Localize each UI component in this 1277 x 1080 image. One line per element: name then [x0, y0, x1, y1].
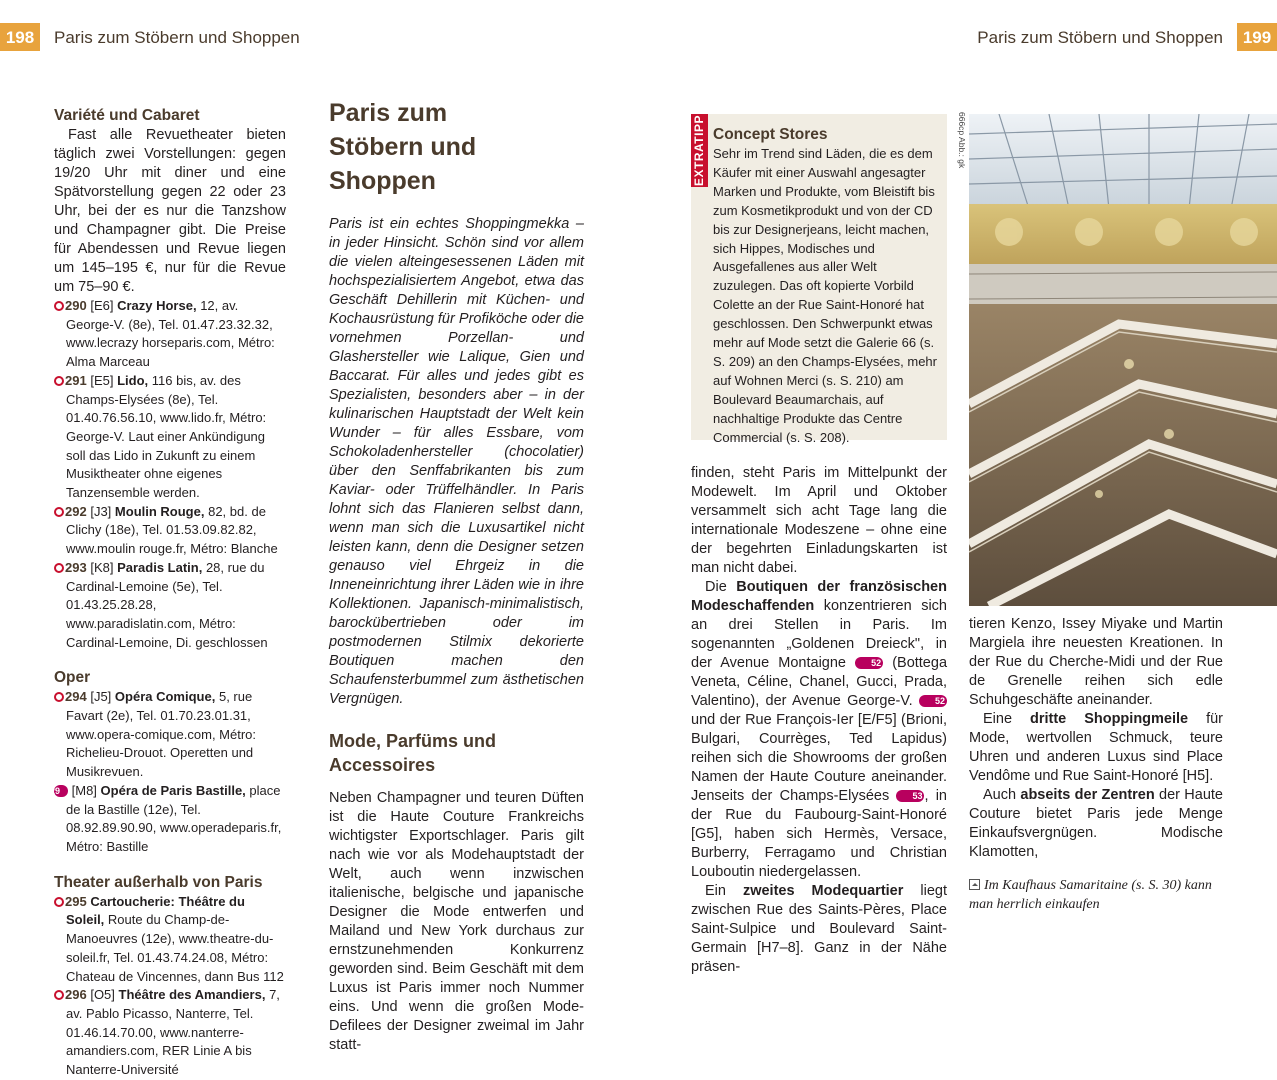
- variete-list: [54, 297, 286, 652]
- box-text: Sehr im Trend sind Läden, die es dem Käufer mit einer Auswahl angesagter Marken und Produkte, vom Bleistift bis zum Kosmetikprodukt und von der CD bis zur Designerjeans, leicht machen, sich Hippes, Modisches und Ausgefallenes aus aller Welt zuzulegen. Das oft kopierte Vorbild Colette an der Rue Saint-Honoré hat geschlossen. Den Schwerpunkt etwas mehr auf Mode setzt die Galerie 66 (s. S. 209) an den Champs-Elysées, mehr auf Wohnen Merci (s. S. 210) am Boulevard Beaumarchais, auf nachhaltige Produkte das Centre Commercial (s. S. 208).: [713, 146, 937, 445]
- running-header-right: Paris zum Stöbern und Shoppen: [977, 28, 1223, 47]
- page-number-left: 198: [0, 23, 40, 51]
- paragraph-designers: tieren Kenzo, Issey Miyake und Martin Margiela ihre neuesten Kreationen. In der Rue du Cherche-Midi und der Rue de Grenelle reihen sich edle Schuhgeschäfte aneinander.: [969, 616, 1223, 708]
- sight-badge-icon: 52: [855, 657, 883, 669]
- list-item: 291 [E5] Lido, 116 bis, av. des Champs-Elysées (8e), Tel. 01.40.76.56.10, www.lido.fr, Métro: George-V. Laut einer Ankündigung soll das Lido in Zukunft zu einem Musiktheater ohne eigenes Tanzensemble werden.: [54, 372, 286, 503]
- section-heading-theater: Theater außerhalb von Paris: [54, 873, 263, 891]
- variete-intro: Fast alle Revuetheater bieten täglich zwei Vorstellungen: gegen 19/20 Uhr mit diner und eine Spätvorstellung gegen 22 oder 23 Uhr, bei der es nur die Tanzshow und Champagner gibt. Die Preise für Abendessen und Revue liegen um 145–195 €, nur für die Revue um 75–90 €.: [54, 127, 286, 295]
- theater-list: [54, 893, 286, 1080]
- venue-marker-icon: [54, 507, 64, 517]
- extratipp-box: [691, 114, 947, 445]
- box-title: Concept Stores: [713, 126, 828, 143]
- sight-badge-icon: 52: [919, 695, 947, 707]
- photo-caption: Im Kaufhaus Samaritaine (s. S. 30) kann man herrlich einkaufen: [969, 878, 1212, 912]
- photo-credit: 666cp Abb.: gk: [957, 112, 967, 169]
- extratipp-tab: EXTRATIPP: [692, 115, 706, 186]
- samaritaine-photo: [969, 114, 1277, 606]
- oper-list: [49, 688, 286, 856]
- sight-badge-icon: 29: [54, 785, 68, 797]
- chapter-title-line1: Paris zum: [329, 99, 448, 127]
- main-article-column: [329, 96, 584, 1055]
- section-heading-oper: Oper: [54, 669, 91, 687]
- article-column-3: [691, 464, 947, 977]
- venue-marker-icon: [54, 301, 64, 311]
- venue-marker-icon: [54, 376, 64, 386]
- paragraph-fashion-week: finden, steht Paris im Mittelpunkt der Modewelt. Im April und Oktober versammelt sich acht Tage lang die internationale Modeszene – ohne eine der begehrten Einladungskarten ist man nicht dabei.: [691, 465, 947, 576]
- list-item: 29 [M8] Opéra de Paris Bastille, place de la Bastille (12e), Tel. 08.92.89.90.90, www.operadeparis.fr, Métro: Bastille: [49, 782, 282, 854]
- chapter-intro: Paris ist ein echtes Shoppingmekka – in jeder Hinsicht. Schön sind vor allem die vielen alteingesessenen Läden mit hochspezialisiertem Angebot, etwa das Geschäft Dehillerin mit Küchen- und Kochausrüstung für Profiköche oder die vornehmen Porzellan- und Glashersteller wie Lalique, Gien und Baccarat. Für alles und jedes gibt es Spezialisten, besonders aber – in der kulinarischen Hauptstadt der Welt kein Wunder – für alles Essbare, vom Schokoladenhersteller (chocolatier) über den Senffabrikanten bis zum Kaviar- oder Trüffelhändler. In Paris lohnt sich das Flanieren selbst dann, wenn man sich die Luxusartikel nicht leisten kann, denn die Designer setzen genauso viel Ehrgeiz in die Inneneinrichtung ihrer Läden wie in ihre Kollektionen. Japanisch-minimalistisch, barockübertrieben oder im postmodernen Stilmix dekorierte Boutiquen machen den Schaufensterbummel zum ästhetischen Vergnügen.: [329, 216, 584, 707]
- paragraph-third-mile: Eine dritte Shoppingmeile für Mode, wertvollen Schmuck, teure Uhren und anderen Luxus sind Place Vendôme und Rue Saint-Honoré [H5].: [969, 711, 1224, 784]
- list-item: 293 [K8] Paradis Latin, 28, rue du Cardinal-Lemoine (5e), Tel. 01.43.25.28.28, www.paradislatin.com, Métro: Cardinal-Lemoine, Di. geschlossen: [54, 559, 286, 653]
- list-item: 292 [J3] Moulin Rouge, 82, bd. de Clichy (18e), Tel. 01.53.09.82.82, www.moulin rouge.fr, Métro: Blanche: [54, 503, 286, 559]
- venue-marker-icon: [54, 692, 64, 702]
- mode-paragraph: Neben Champagner und teuren Düften ist die Haute Couture Frankreichs wichtigster Exportschlager. Paris gilt nach wie vor als Modehauptstadt der Welt, auch wenn inzwischen italienische, belgische und japanische Designer die Mode entwerfen und Mailand und New York durchaus zur ernstzunehmenden Konkurrenz geworden sind. Beim Geschäft mit dem Luxus ist Paris immer noch Nummer eins. Und wenn die großen Mode-Defilees der Designer zweimal im Jahr statt-: [329, 790, 584, 1053]
- paragraph-second-quarter: Ein zweites Modequartier liegt zwischen Rue des Saints-Pères, Place Saint-Sulpice und Boulevard Saint-Germain [H7–8]. Ganz in der Nähe präsen-: [691, 883, 947, 975]
- section-heading-variete: Variété und Cabaret: [54, 107, 200, 124]
- paragraph-outside-centers: Auch abseits der Zentren der Haute Couture bietet Paris jede Menge Einkaufsvergnügen. Modische Klamotten,: [969, 787, 1223, 860]
- listings-column: [49, 106, 286, 1080]
- venue-marker-icon: [54, 563, 64, 573]
- list-item: 295 Cartoucherie: Théâtre du Soleil, Route du Champ-de-Manoeuvres (12e), www.theatre-du-soleil.fr, Tel. 01.43.74.24.08, Métro: Chateau de Vincennes, dann Bus 112: [54, 893, 286, 987]
- article-column-4: [969, 615, 1223, 862]
- venue-marker-icon: [54, 990, 64, 1000]
- paragraph-boutiques: Die Boutiquen der französischen Modeschaffenden konzentrieren sich an drei Stellen in Paris. Im sogenannten „Goldenen Dreieck", in der Avenue Montaigne 52 (Bottega Veneta, Céline, Chanel, Gucci, Prada, Valentino), der Avenue George-V. 52 und der Rue François-Ier [E/F5] (Brioni, Bulgari, Courrèges, Ted Lapidus) reihen sich die Showrooms der großen Namen der Haute Couture aneinander. Jenseits der Champs-Elysées 53 , in der Rue du Faubourg-Saint-Honoré [G5], haben sich Hermès, Versace, Burberry, Ferragamo und Christian Louboutin niedergelassen.: [691, 579, 948, 880]
- photo-reference-icon: [969, 879, 980, 890]
- page-number-right: 199: [1237, 23, 1277, 51]
- store-interior-image: [969, 114, 1277, 606]
- subheading-mode: Mode, Parfüms und Accessoires: [329, 731, 497, 775]
- list-item: 290 [E6] Crazy Horse, 12, av. George-V. (8e), Tel. 01.47.23.32.32, www.lecrazy horseparis.com, Métro: Alma Marceau: [54, 297, 286, 372]
- sight-badge-icon: 53: [896, 790, 924, 802]
- running-header-left: Paris zum Stöbern und Shoppen: [54, 28, 300, 47]
- venue-marker-icon: [54, 897, 64, 907]
- list-item: 296 [O5] Théâtre des Amandiers, 7, av. Pablo Picasso, Nanterre, Tel. 01.46.14.70.00, www.nanterre-amandiers.com, RER Linie A bis Nanterre-Université: [54, 986, 286, 1080]
- list-item: 294 [J5] Opéra Comique, 5, rue Favart (2e), Tel. 01.70.23.01.31, www.opera-comique.com, Métro: Richelieu-Drouot. Operetten und Musikrevuen.: [54, 688, 286, 782]
- chapter-title-line2: Stöbern und Shoppen: [329, 133, 477, 195]
